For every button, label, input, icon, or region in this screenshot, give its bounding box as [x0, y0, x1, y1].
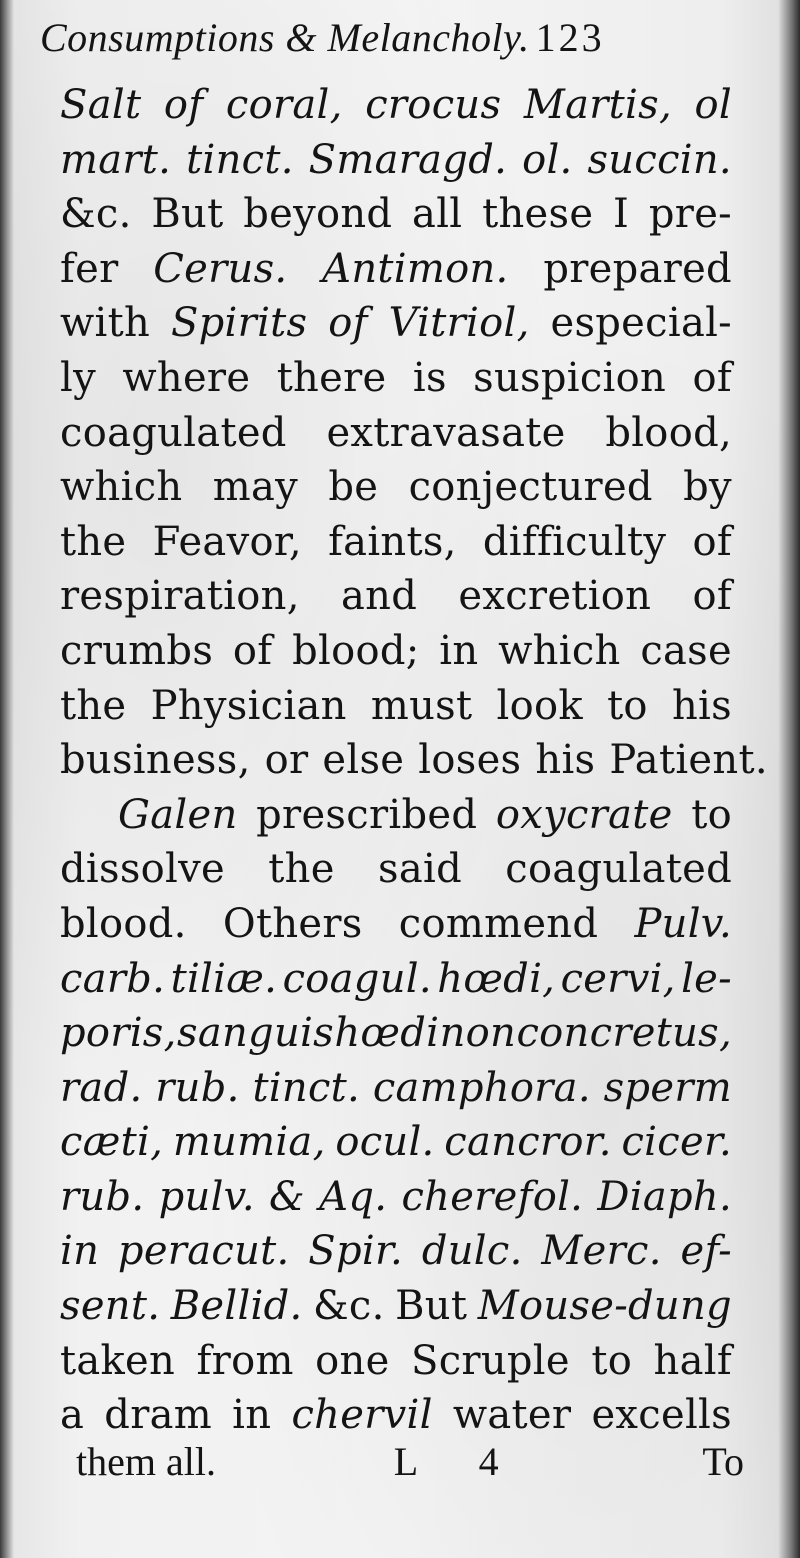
running-head	[40, 14, 740, 74]
word: But	[395, 1283, 468, 1330]
page-number: 123	[535, 15, 605, 60]
word: Aq.	[319, 1173, 388, 1220]
word: Antimon.	[322, 245, 509, 292]
word: cervi,	[560, 955, 676, 1002]
word: concretus,	[516, 1010, 732, 1057]
word: his	[535, 737, 596, 784]
text-line	[60, 1006, 732, 1061]
word: especial-	[550, 300, 732, 347]
word: Pulv.	[634, 900, 732, 947]
word: extravasate	[326, 409, 566, 456]
signature-mark: L 4	[393, 1439, 525, 1484]
word: coral,	[225, 82, 343, 128]
word: ol	[694, 82, 732, 128]
word: crocus	[365, 82, 502, 128]
text-line	[60, 296, 732, 351]
page-edge-left	[0, 0, 14, 1558]
word: blood;	[292, 627, 420, 674]
word: coagulated	[505, 846, 732, 893]
word: hœdi,	[437, 955, 556, 1002]
word: &c.	[60, 191, 132, 238]
word: &	[269, 1173, 305, 1220]
word: Feavor,	[152, 518, 302, 565]
word: peracut.	[117, 1228, 290, 1275]
word: le-	[681, 955, 732, 1002]
word: of	[163, 82, 204, 128]
word: mumia,	[172, 1119, 326, 1166]
word: Others	[222, 900, 363, 947]
word: Bellid.	[170, 1283, 303, 1330]
word: Smaragd.	[308, 136, 508, 183]
word: crumbs	[60, 627, 214, 674]
closing-words: them all.	[76, 1439, 216, 1484]
word: faints,	[328, 518, 457, 565]
word: Martis,	[523, 82, 672, 128]
paragraph-1	[60, 78, 768, 788]
word: But	[151, 191, 224, 238]
text-line	[60, 187, 732, 242]
word: carb.	[60, 955, 166, 1002]
word: one	[315, 1337, 390, 1384]
word: tinct.	[252, 1064, 361, 1111]
word: &c.	[313, 1283, 385, 1330]
word: which	[498, 627, 621, 674]
word: cæti,	[60, 1119, 164, 1166]
word: tinct.	[186, 136, 294, 183]
word: commend	[398, 900, 599, 947]
word: ocul.	[335, 1119, 435, 1166]
word: Cerus.	[153, 245, 288, 292]
word: by	[683, 464, 732, 511]
word: beyond	[243, 191, 393, 238]
text-line	[60, 569, 732, 624]
text-line	[60, 952, 732, 1007]
word: said	[378, 846, 462, 893]
word: excells	[591, 1392, 732, 1439]
word: the	[60, 682, 127, 729]
word: the	[268, 846, 335, 893]
word: the	[60, 518, 127, 565]
word: I	[613, 191, 630, 238]
text-line	[60, 460, 732, 515]
text-line	[60, 1061, 732, 1116]
word: pre-	[648, 191, 732, 238]
word: sanguis	[177, 1010, 334, 1057]
word: conjectured	[408, 464, 653, 511]
text-line	[60, 1224, 732, 1279]
word: case	[640, 627, 732, 674]
word: prepared	[543, 245, 732, 292]
word: where	[122, 354, 251, 401]
word: Scruple	[411, 1337, 570, 1384]
word: in	[232, 1392, 272, 1439]
word: Vitriol,	[388, 300, 530, 347]
text-line	[60, 242, 732, 297]
word: cicer.	[621, 1119, 732, 1166]
word: ly	[60, 354, 96, 401]
word: coagul.	[282, 955, 432, 1002]
word: respiration,	[60, 573, 300, 620]
word: Patient.	[609, 737, 768, 784]
text-line	[60, 842, 732, 897]
text-line	[60, 897, 732, 952]
word: non	[439, 1010, 517, 1057]
word: Physician	[150, 682, 347, 729]
word: ol.	[522, 136, 573, 183]
word: pulv.	[158, 1173, 255, 1220]
word: coagulated	[60, 409, 287, 456]
word: excretion	[458, 573, 652, 620]
word: camphora.	[372, 1064, 591, 1111]
word: be	[328, 464, 379, 511]
text-line	[60, 78, 732, 133]
text-line	[60, 1170, 732, 1225]
word: dissolve	[60, 846, 225, 893]
word: in	[60, 1228, 100, 1275]
word: blood.	[60, 900, 187, 947]
word: business,	[60, 737, 251, 784]
word: Diaph.	[597, 1173, 732, 1220]
word: of	[232, 627, 273, 674]
catchword: To	[702, 1439, 744, 1484]
word: Merc.	[541, 1228, 662, 1275]
word: blood,	[605, 409, 732, 456]
word: there	[276, 354, 387, 401]
word: rub.	[155, 1064, 240, 1111]
paragraph-2	[60, 788, 732, 1443]
word: cancror.	[444, 1119, 612, 1166]
word: rub.	[60, 1173, 145, 1220]
word: sperm	[603, 1064, 732, 1111]
word: Mouse-dung	[477, 1283, 732, 1330]
word: ef-	[680, 1228, 732, 1275]
footer-line	[76, 1434, 744, 1490]
word: oxycrate	[495, 791, 673, 838]
text-line	[60, 1279, 732, 1334]
word: fer	[60, 245, 119, 292]
text-line	[60, 351, 732, 406]
word: to	[691, 791, 732, 838]
word: sent.	[60, 1283, 161, 1330]
word: with	[60, 300, 151, 347]
word: Galen	[118, 791, 238, 838]
word: mart.	[60, 136, 172, 183]
word: of	[328, 300, 368, 347]
running-head-title: Consumptions & Melancholy.	[40, 15, 530, 60]
word: difficulty	[482, 518, 667, 565]
word: his	[671, 682, 732, 729]
word: hœdi	[334, 1010, 440, 1057]
word: must	[370, 682, 473, 729]
word: dram	[104, 1392, 213, 1439]
text-line	[60, 406, 732, 461]
word: Spir.	[308, 1228, 404, 1275]
page-edge-right	[778, 0, 800, 1558]
word: is	[412, 354, 447, 401]
word: water	[452, 1392, 572, 1439]
word: else	[322, 737, 405, 784]
word: cherefol.	[401, 1173, 584, 1220]
word: poris,	[60, 1010, 177, 1057]
word: of	[692, 354, 732, 401]
word: succin.	[587, 136, 732, 183]
word: Salt	[60, 82, 142, 128]
word: of	[692, 573, 732, 620]
word: Spirits	[170, 300, 308, 347]
text-line	[60, 515, 732, 570]
word: of	[692, 518, 732, 565]
text-line	[60, 624, 732, 679]
word: all	[412, 191, 463, 238]
word: may	[212, 464, 299, 511]
word: in	[439, 627, 479, 674]
word: suspicion	[473, 354, 667, 401]
word: to	[607, 682, 648, 729]
word: taken	[60, 1337, 176, 1384]
word: chervil	[291, 1392, 433, 1439]
text-line	[60, 679, 732, 734]
text-line	[60, 1115, 732, 1170]
word: rad.	[60, 1064, 143, 1111]
word: dulc.	[421, 1228, 523, 1275]
word: from	[196, 1337, 294, 1384]
word: loses	[418, 737, 522, 784]
word: look	[496, 682, 583, 729]
word: to	[591, 1337, 633, 1384]
word: and	[340, 573, 418, 620]
text-line	[60, 788, 732, 843]
text-line	[60, 133, 732, 188]
word: or	[264, 737, 309, 784]
body-text	[60, 78, 768, 1443]
word: half	[653, 1337, 732, 1384]
word: tiliæ.	[170, 955, 278, 1002]
word: which	[60, 464, 183, 511]
text-line	[60, 733, 768, 788]
word: a	[60, 1392, 85, 1439]
word: these	[482, 191, 594, 238]
word: prescribed	[256, 791, 478, 838]
text-line	[60, 1334, 732, 1389]
